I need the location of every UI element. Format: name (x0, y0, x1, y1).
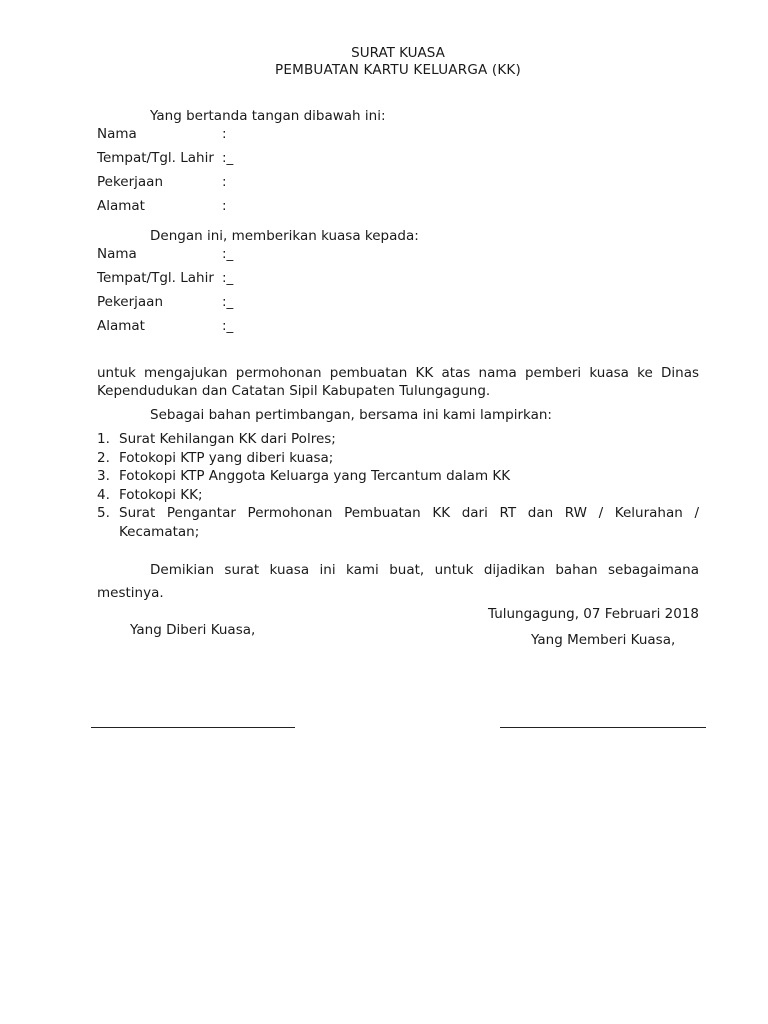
list-item-text: Fotokopi KK; (119, 486, 203, 503)
grantee-address-value: :_ (222, 318, 234, 334)
list-item-text: Fotokopi KTP Anggota Keluarga yang Tercantum dalam KK (119, 468, 511, 484)
list-item (97, 449, 699, 468)
list-item (97, 430, 699, 449)
document-subtitle: PEMBUATAN KARTU KELUARGA (KK) (275, 62, 521, 78)
giver-signature-line (500, 727, 706, 728)
place-date: Tulungagung, 07 Februari 2018 (488, 606, 699, 622)
list-item-number: 1. (97, 431, 110, 447)
list-item-number: 5. (97, 505, 110, 521)
attachments-intro: Sebagai bahan pertimbangan, bersama ini kami lampirkan: (150, 407, 552, 423)
list-item-text: Fotokopi KTP yang diberi kuasa; (119, 449, 334, 466)
list-item (97, 504, 699, 541)
grantee-intro: Dengan ini, memberikan kuasa kepada: (150, 228, 419, 244)
document-title: SURAT KUASA (351, 45, 445, 61)
list-item-number: 3. (97, 468, 110, 484)
giver-label: Yang Memberi Kuasa, (531, 632, 676, 648)
grantee-name-value: :_ (222, 246, 234, 262)
list-item-number: 4. (97, 486, 110, 503)
list-item-text: Surat Kehilangan KK dari Polres; (119, 431, 336, 447)
grantee-birth-label: Tempat/Tgl. Lahir (97, 270, 214, 286)
grantor-birth-value: :_ (222, 150, 234, 166)
purpose-paragraph: untuk mengajukan permohonan pembuatan KK atas nama pemberi kuasa ke Dinas Kependudukan dan Catatan Sipil Kabupaten Tulungagung. (97, 365, 699, 399)
grantee-address-label: Alamat (97, 318, 145, 334)
grantor-birth-label: Tempat/Tgl. Lahir (97, 150, 214, 166)
grantee-name-label: Nama (97, 246, 137, 262)
grantor-address-value: : (222, 198, 227, 214)
list-item-text: Surat Pengantar Permohonan Pembuatan KK dari RT dan RW / Kelurahan / Kecamatan; (119, 505, 699, 540)
grantee-job-label: Pekerjaan (97, 294, 164, 310)
receiver-label: Yang Diberi Kuasa, (130, 622, 256, 638)
grantor-job-label: Pekerjaan (97, 174, 164, 190)
grantor-name-value: : (222, 126, 227, 142)
list-item (97, 467, 699, 486)
list-item-number: 2. (97, 449, 110, 466)
grantor-name-label: Nama (97, 126, 137, 142)
grantor-address-label: Alamat (97, 198, 145, 214)
grantor-job-value: : (222, 174, 227, 190)
grantor-intro: Yang bertanda tangan dibawah ini: (150, 108, 386, 124)
closing-paragraph: Demikian surat kuasa ini kami buat, untuk dijadikan bahan sebagaimana mestinya. (97, 562, 699, 601)
grantee-job-value: :_ (222, 294, 234, 310)
receiver-signature-line (91, 727, 295, 728)
attachments-list (97, 430, 699, 541)
list-item (97, 486, 699, 505)
grantee-birth-value: :_ (222, 270, 234, 286)
